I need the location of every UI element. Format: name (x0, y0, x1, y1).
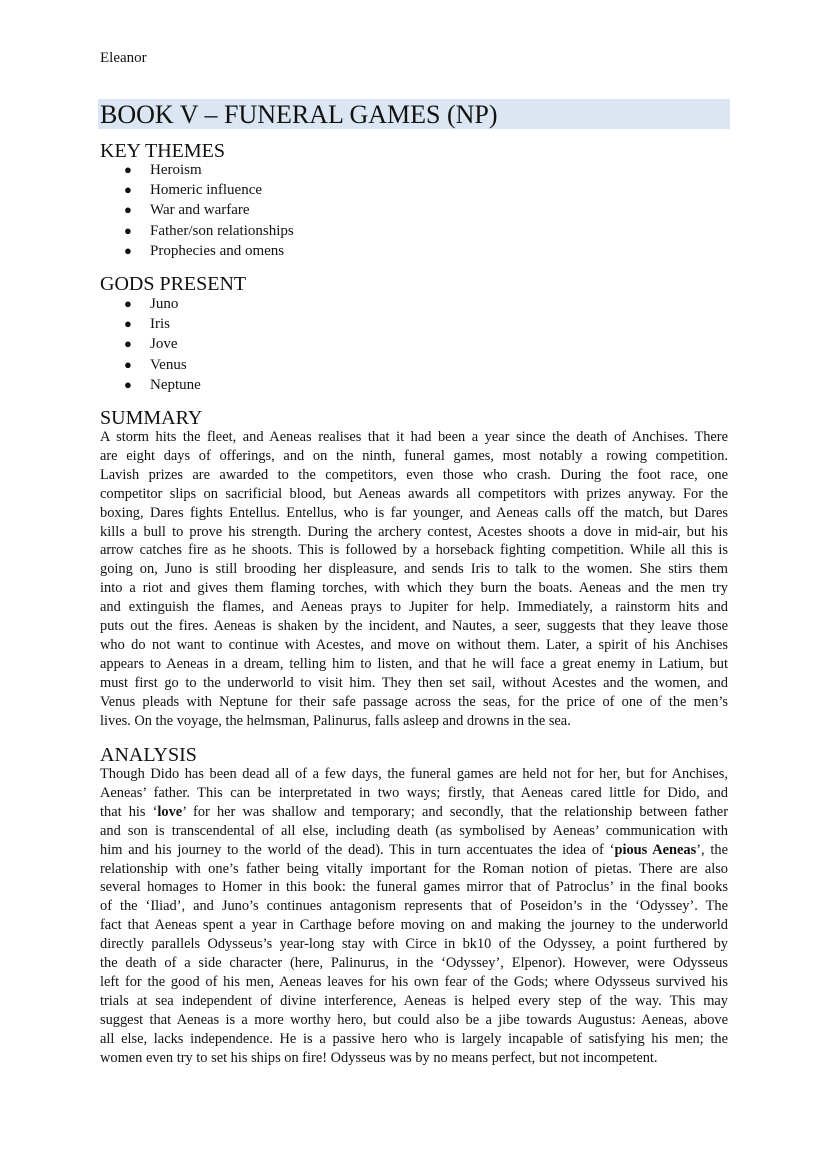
list-item (100, 334, 201, 354)
list-item-label: Father/son relationships (150, 222, 294, 239)
summary-line: kills a bull to prove his strength. During the archery contest, Acestes shoots a dove in mid-air, but his (100, 523, 728, 540)
bullet-icon: ● (124, 376, 132, 392)
key-themes-list (100, 160, 294, 261)
summary-line: going on, Juno is still brooding her displeasure, and sends Iris to talk to the women. She stirs them (100, 561, 728, 578)
list-item-label: Homeric influence (150, 182, 263, 199)
list-item-label: Prophecies and omens (150, 242, 285, 259)
analysis-line: suggest that Aeneas is a more worthy hero, but could also be a jibe towards Augustus: Aeneas, above (100, 1011, 728, 1028)
summary-line: Venus pleads with Neptune for their safe passage across the seas, for the price of one of the men’s (100, 693, 728, 710)
analysis-paragraph (100, 765, 728, 1068)
summary-line: competitor slips on sacrificial blood, but Aeneas awards all competitors with prizes anyway. For the (100, 485, 728, 502)
analysis-line: Though Dido has been dead all of a few days, the funeral games are held not for her, but for Anchises, (100, 766, 728, 782)
analysis-line: relationship with one’s father being vitally important for the Roman notion of pietas. There are also (100, 860, 728, 877)
list-item-label: Heroism (150, 162, 202, 178)
analysis-line (100, 803, 728, 822)
analysis-line (100, 841, 728, 860)
summary-line: appears to Aeneas in a dream, telling him to listen, and that he will face a great enemy in Latium, but (100, 655, 728, 672)
analysis-line: several homages to Homer in this book: the funeral games mirror that of Patroclus’ in the final books (100, 879, 728, 896)
list-item (100, 241, 294, 261)
summary-line: into a riot and gives them flaming torches, with which they burn the boats. Aeneas and the men try (100, 580, 728, 597)
analysis-text: that his ‘ (100, 803, 158, 820)
list-item (100, 294, 201, 314)
key-themes-heading: KEY THEMES (100, 140, 225, 162)
bullet-icon: ● (124, 356, 132, 372)
list-item (100, 200, 294, 220)
list-item (100, 314, 201, 334)
bullet-icon: ● (124, 202, 132, 218)
analysis-text: ’ for her was shallow and temporary; and secondly, that the relationship between father (182, 803, 728, 820)
summary-line: and extinguish the flames, and Aeneas prays to Jupiter for help. Immediately, a rainstorm hits and (100, 599, 728, 616)
summary-line: lives. On the voyage, the helmsman, Palinurus, falls asleep and drowns in the sea. (100, 712, 571, 729)
author-name: Eleanor (100, 50, 147, 66)
analysis-line: left for the good of his men, Aeneas leaves for his own fear of the Gods; where Odysseus survived his (100, 973, 728, 990)
summary-paragraph (100, 428, 728, 731)
summary-line: who do not want to continue with Acestes, and move on without them. Later, a spirit of his Anchises (100, 636, 728, 653)
summary-line: are eight days of offerings, and on the ninth, funeral games, most notably a rowing competition. (100, 447, 728, 464)
analysis-line: fact that Aeneas spent a year in Carthage before moving on and making the journey to the underworld (100, 917, 728, 934)
bullet-icon: ● (124, 162, 132, 177)
emphasis-pious-aeneas: pious Aeneas (614, 841, 697, 858)
bullet-icon: ● (124, 222, 132, 238)
list-item-label: Jove (150, 336, 178, 353)
summary-line: must first go to the underworld to visit him. They then set sail, without Acestes and the women, and (100, 674, 728, 691)
summary-heading: SUMMARY (100, 407, 203, 429)
analysis-line: trials at sea independent of divine interference, Aeneas is helped every step of the way. This may (100, 992, 728, 1009)
summary-line: arrow catches fire as he shoots. This is followed by a horseback fighting competition. While all this is (100, 542, 728, 559)
summary-line: puts out the fires. Aeneas is shaken by the incident, and Nautes, a seer, suggests that they leave those (100, 618, 728, 635)
list-item-label: Juno (150, 296, 179, 312)
summary-line: boxing, Dares fights Entellus. Entellus, who is far younger, and Aeneas calls off the match, but Dares (100, 504, 728, 521)
analysis-line: the death of a side character (here, Palinurus, in the ‘Odyssey’, Elpenor). However, were Odysseus (100, 955, 728, 972)
emphasis-love: love (157, 803, 183, 820)
analysis-heading: ANALYSIS (100, 744, 197, 766)
list-item (100, 160, 294, 180)
list-item-label: Neptune (150, 376, 201, 393)
analysis-text: ’, the (696, 841, 728, 858)
list-item-label: Venus (150, 356, 187, 373)
list-item (100, 375, 201, 395)
summary-line: A storm hits the fleet, and Aeneas realises that it had been a year since the death of Anchises. There (100, 429, 728, 445)
list-item-label: Iris (150, 316, 170, 333)
bullet-icon: ● (124, 336, 132, 352)
list-item (100, 180, 294, 200)
analysis-line: women even try to set his ships on fire! Odysseus was by no means perfect, but not incompetent. (100, 1049, 658, 1066)
analysis-line: all else, lacks independence. He is a passive hero who is largely incapable of satisfying his men; the (100, 1030, 728, 1047)
analysis-line: directly parallels Odysseus’s year-long stay with Circe in bk10 of the Odyssey, a point furthered by (100, 936, 728, 953)
summary-line: Lavish prizes are awarded to the competitors, even those who crash. During the foot race, one (100, 466, 728, 483)
gods-present-heading: GODS PRESENT (100, 273, 247, 295)
page-title: BOOK V – FUNERAL GAMES (NP) (100, 100, 498, 129)
bullet-icon: ● (124, 296, 132, 311)
list-item-label: War and warfare (150, 202, 250, 219)
analysis-line: Aeneas’ father. This can be interpretated in two ways; firstly, that Aeneas cared little for Dido, and (100, 784, 728, 801)
gods-present-list (100, 294, 201, 395)
analysis-line: of the ‘Iliad’, and Juno’s continues antagonism represents that of Poseidon’s in the ‘Odyssey’. The (100, 898, 728, 915)
bullet-icon: ● (124, 316, 132, 332)
bullet-icon: ● (124, 242, 132, 258)
analysis-text: him and his journey to the world of the dead). This in turn accentuates the idea of ‘ (100, 841, 615, 858)
analysis-line: and son is transcendental of all else, including death (as symbolised by Aeneas’ communication with (100, 822, 728, 839)
list-item (100, 221, 294, 241)
bullet-icon: ● (124, 182, 132, 198)
list-item (100, 355, 201, 375)
